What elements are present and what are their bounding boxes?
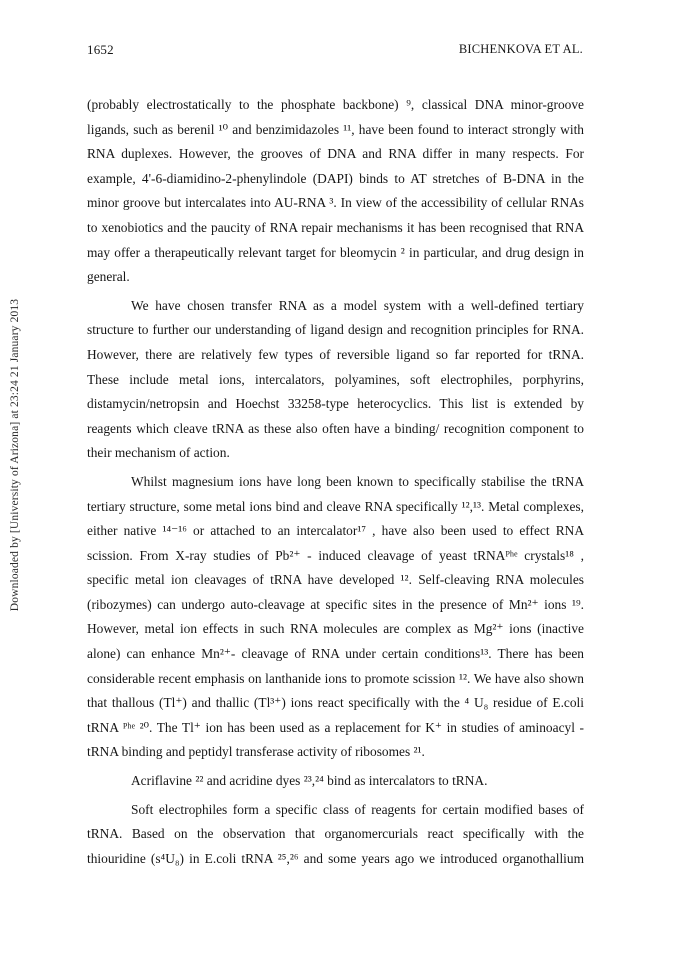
text-line: thiouridine (s⁴U₈) in E.coli tRNA ²⁵,²⁶ and some years ago we introduced organothallium bbox=[87, 850, 584, 866]
article-body bbox=[87, 93, 584, 871]
text-line: Whilst magnesium ions have long been known to specifically stabilise the tRNA bbox=[131, 473, 584, 489]
paragraph bbox=[87, 294, 584, 466]
download-notice bbox=[4, 245, 26, 665]
paragraph bbox=[87, 93, 584, 290]
text-line: their mechanism of action. bbox=[87, 445, 230, 461]
text-line: ligands, such as berenil ¹⁰ and benzimidazoles ¹¹, have been found to interact strongly with bbox=[87, 121, 584, 137]
running-title: BICHENKOVA ET AL. bbox=[458, 42, 583, 56]
text-line: (probably electrostatically to the phosphate backbone) ⁹, classical DNA minor-groove bbox=[87, 97, 584, 112]
text-line: tRNA. Based on the observation that organomercurials react specifically with the bbox=[87, 826, 584, 842]
text-line: tertiary structure, some metal ions bind and cleave RNA specifically ¹²,¹³. Metal complexes, bbox=[87, 498, 584, 514]
paragraph bbox=[87, 470, 584, 765]
text-line: We have chosen transfer RNA as a model system with a well-defined tertiary bbox=[131, 297, 584, 313]
text-line: to xenobiotics and the paucity of RNA repair mechanisms it has been recognised that RNA bbox=[87, 219, 584, 235]
paragraph bbox=[87, 798, 584, 872]
text-line: tRNA binding and peptidyl transferase activity of ribosomes ²¹. bbox=[87, 744, 425, 760]
text-line: scission. From X-ray studies of Pb²⁺ - induced cleavage of yeast tRNAᴾʰᵉ crystals¹⁸ , bbox=[87, 547, 584, 563]
text-line: RNA duplexes. However, the grooves of DNA and RNA differ in many respects. For bbox=[87, 146, 584, 162]
text-line: structure to further our understanding of ligand design and recognition principles for RNA. bbox=[87, 322, 584, 338]
text-line: However, metal ion effects in such RNA molecules are complex as Mg²⁺ ions (inactive bbox=[87, 621, 584, 637]
text-line: These include metal ions, intercalators, polyamines, soft electrophiles, porphyrins, bbox=[87, 371, 584, 387]
text-line: However, there are relatively few types of reversible ligand so far reported for tRNA. bbox=[87, 346, 584, 362]
text-line: distamycin/netropsin and Hoechst 33258-type heterocyclics. This list is extended by bbox=[87, 396, 584, 412]
text-line: considerable recent emphasis on lanthanide ions to promote scission ¹². We have also shown bbox=[87, 670, 584, 686]
download-notice-text: Downloaded by [University of Arizona] at 23:24 21 January 2013 bbox=[9, 298, 21, 612]
paragraph bbox=[87, 769, 584, 794]
text-line: Acriflavine ²² and acridine dyes ²³,²⁴ bind as intercalators to tRNA. bbox=[131, 773, 488, 789]
text-line: tRNA ᴾʰᵉ ²⁰. The Tl⁺ ion has been used as a replacement for K⁺ in studies of aminoacyl - bbox=[87, 719, 584, 735]
text-line: specific metal ion cleavages of tRNA have developed ¹². Self-cleaving RNA molecules bbox=[87, 572, 584, 588]
text-line: may offer a therapeutically relevant target for bleomycin ² in particular, and drug design in bbox=[87, 244, 584, 260]
text-line: (ribozymes) can undergo auto-cleavage at specific sites in the presence of Mn²⁺ ions ¹⁹. bbox=[87, 596, 584, 612]
text-line: minor groove but intercalates into AU-RNA ³. In view of the accessibility of cellular RNAs bbox=[87, 195, 584, 211]
text-line: either native ¹⁴⁻¹⁶ or attached to an intercalator¹⁷ , have also been used to effect RNA bbox=[87, 523, 584, 539]
text-line: reagents which cleave tRNA as these also often have a binding/ recognition component to bbox=[87, 420, 584, 436]
page-number: 1652 bbox=[87, 42, 114, 57]
text-line: example, 4'-6-diamidino-2-phenylindole (DAPI) binds to AT stretches of B-DNA in the bbox=[87, 170, 584, 186]
text-line: that thallous (Tl⁺) and thallic (Tl³⁺) ions react specifically with the ⁴ U₈ residue of E.coli bbox=[87, 695, 584, 711]
text-line: general. bbox=[87, 269, 130, 285]
text-line: Soft electrophiles form a specific class of reagents for certain modified bases of bbox=[131, 801, 584, 817]
text-line: alone) can enhance Mn²⁺- cleavage of RNA under certain conditions¹³. There has been bbox=[87, 646, 584, 662]
